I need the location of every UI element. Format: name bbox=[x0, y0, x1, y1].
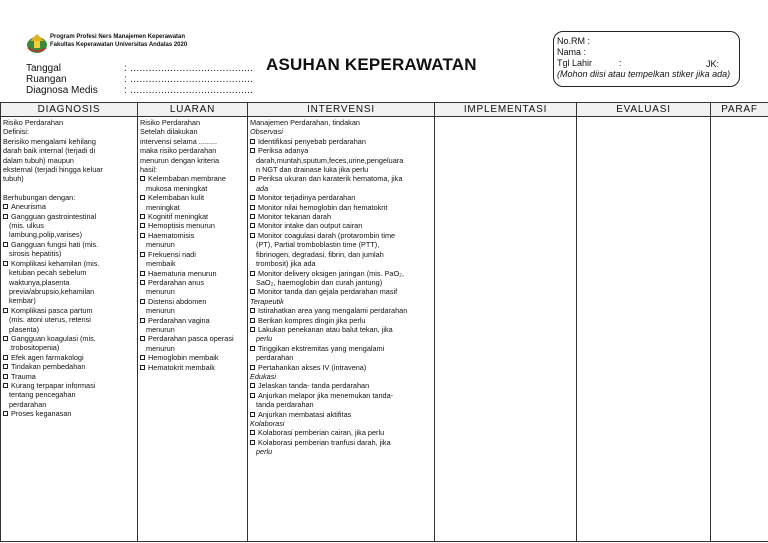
institution-line-1: Program Profesi Ners Manajemen Keperawatan bbox=[50, 34, 186, 40]
diagnosa-medis-value[interactable]: : ........................................ bbox=[124, 85, 254, 96]
checkbox-icon[interactable] bbox=[250, 148, 255, 153]
luaran-line bbox=[140, 156, 245, 165]
luaran-checklist-item[interactable] bbox=[140, 174, 245, 183]
sticker-note: (Mohon diisi atau tempelkan stiker jika ada) bbox=[557, 69, 731, 79]
diagnosis-text: Definisi: bbox=[3, 127, 29, 137]
checkbox-icon[interactable] bbox=[250, 223, 255, 228]
diagnosis-line bbox=[3, 118, 135, 127]
checkbox-icon[interactable] bbox=[140, 299, 145, 304]
intervensi-line bbox=[250, 447, 432, 456]
luaran-text: Perdarahan anus bbox=[148, 277, 204, 287]
luaran-text: menurun bbox=[146, 306, 175, 316]
checkbox-icon[interactable] bbox=[3, 355, 8, 360]
intervensi-text: trombosit) jika ada bbox=[256, 259, 316, 269]
intervensi-checklist-item[interactable] bbox=[250, 428, 432, 437]
column-header-intervensi: INTERVENSI bbox=[248, 103, 435, 117]
checkbox-icon[interactable] bbox=[250, 195, 255, 200]
diagnosis-text: sirosis hepatitis) bbox=[9, 249, 62, 259]
checkbox-icon[interactable] bbox=[140, 365, 145, 370]
luaran-text: Haematomisis bbox=[148, 230, 195, 240]
checkbox-icon[interactable] bbox=[140, 271, 145, 276]
intervensi-line bbox=[250, 353, 432, 362]
luaran-text: maka risiko perdarahan bbox=[140, 146, 217, 156]
intervensi-cell bbox=[248, 117, 435, 542]
intervensi-checklist-item[interactable] bbox=[250, 174, 432, 183]
intervensi-text: Monitor tekanan darah bbox=[258, 212, 332, 222]
luaran-checklist-item[interactable] bbox=[140, 212, 245, 221]
diagnosis-text: plasenta) bbox=[9, 324, 40, 334]
tanggal-field[interactable] bbox=[26, 64, 253, 74]
diagnosis-line bbox=[3, 325, 135, 334]
intervensi-checklist-item[interactable] bbox=[250, 212, 432, 221]
intervensi-checklist-item[interactable] bbox=[250, 287, 432, 296]
luaran-line bbox=[140, 306, 245, 315]
checkbox-icon[interactable] bbox=[3, 336, 8, 341]
intervensi-checklist-item[interactable] bbox=[250, 231, 432, 240]
checkbox-icon[interactable] bbox=[250, 365, 255, 370]
diagnosis-line bbox=[3, 315, 135, 324]
checkbox-icon[interactable] bbox=[250, 327, 255, 332]
jk-label: JK: bbox=[706, 59, 720, 69]
intervensi-text: Edukasi bbox=[250, 371, 276, 381]
diagnosis-text: perdarahan bbox=[9, 399, 47, 409]
intervensi-text: Jelaskan tanda- tanda perdarahan bbox=[258, 381, 370, 391]
intervensi-checklist-item[interactable] bbox=[250, 438, 432, 447]
diagnosis-checklist-item[interactable] bbox=[3, 362, 135, 371]
intervensi-text: n NGT dan drainase luka jika perlu bbox=[256, 165, 369, 175]
diagnosis-text: (mis. atoni uterus, retensi bbox=[9, 315, 91, 325]
diagnosis-text: tentang pencegahan bbox=[9, 390, 76, 400]
luaran-checklist-item[interactable] bbox=[140, 231, 245, 240]
page-title: ASUHAN KEPERAWATAN bbox=[266, 55, 477, 74]
diagnosis-text: previa/abrupsio,kehamilan bbox=[9, 286, 95, 296]
tanggal-label: Tanggal bbox=[26, 63, 62, 74]
intervensi-text: Identifikasi penyebab perdarahan bbox=[258, 136, 366, 146]
intervensi-text: Manajemen Perdarahan, tindakan bbox=[250, 118, 360, 127]
luaran-line bbox=[140, 118, 245, 127]
diagnosis-line bbox=[3, 287, 135, 296]
checkbox-icon[interactable] bbox=[250, 205, 255, 210]
intervensi-checklist-item[interactable] bbox=[250, 269, 432, 278]
diagnosis-text: Berhubungan dengan: bbox=[3, 192, 76, 202]
luaran-text: Hemoptisis menurun bbox=[148, 221, 215, 231]
intervensi-text: perlu bbox=[256, 334, 273, 344]
checkbox-icon[interactable] bbox=[3, 204, 8, 209]
intervensi-text: Tinggikan ekstremitas yang mengalami bbox=[258, 343, 385, 353]
diagnosis-text: dalam tubuh) maupun bbox=[3, 155, 74, 165]
diagnosis-line bbox=[3, 127, 135, 136]
intervensi-text: Monitor delivery oksigen jaringan (mis. PaO₂, bbox=[258, 268, 404, 278]
tgl-lahir-label: Tgl Lahir bbox=[557, 58, 593, 68]
luaran-text: membaik bbox=[146, 259, 176, 269]
luaran-text: menurun bbox=[146, 287, 175, 297]
luaran-line bbox=[140, 203, 245, 212]
diagnosis-text: darah baik internal (terjadi di bbox=[3, 146, 96, 156]
luaran-line bbox=[140, 127, 245, 136]
intervensi-text: Monitor terjadinya perdarahan bbox=[258, 193, 356, 203]
luaran-checklist-item[interactable] bbox=[140, 316, 245, 325]
diagnosis-text: Efek agen farmakologi bbox=[11, 352, 84, 362]
university-logo bbox=[26, 32, 48, 54]
checkbox-icon[interactable] bbox=[3, 411, 8, 416]
intervensi-text: Periksa ukuran dan karaterik hematoma, jika bbox=[258, 174, 403, 184]
column-header-luaran: LUARAN bbox=[138, 103, 248, 117]
luaran-line bbox=[140, 146, 245, 155]
intervensi-line bbox=[250, 250, 432, 259]
intervensi-checklist-item[interactable] bbox=[250, 146, 432, 155]
checkbox-icon[interactable] bbox=[250, 176, 255, 181]
checkbox-icon[interactable] bbox=[250, 393, 255, 398]
intervensi-checklist-item[interactable] bbox=[250, 221, 432, 230]
column-header-implementasi: IMPLEMENTASI bbox=[435, 103, 577, 117]
no-rm-label: No.RM : bbox=[557, 36, 591, 46]
diagnosis-checklist-item[interactable] bbox=[3, 372, 135, 381]
luaran-line bbox=[140, 240, 245, 249]
intervensi-checklist-item[interactable] bbox=[250, 203, 432, 212]
diagnosis-text: Gangguan fungsi hati (mis. bbox=[11, 239, 99, 249]
checkbox-icon[interactable] bbox=[3, 364, 8, 369]
intervensi-text: Istirahatkan area yang mengalami perdarahan bbox=[258, 306, 408, 316]
diagnosis-text: waktunya,plasenta bbox=[9, 277, 70, 287]
checkbox-icon[interactable] bbox=[250, 346, 255, 351]
diagnosis-line bbox=[3, 156, 135, 165]
intervensi-text: Pertahankan akses IV (intravena) bbox=[258, 362, 367, 372]
diagnosis-text: Trauma bbox=[11, 371, 36, 381]
checkbox-icon[interactable] bbox=[3, 214, 8, 219]
ruangan-field[interactable] bbox=[26, 75, 253, 85]
intervensi-text: perlu bbox=[256, 447, 273, 457]
intervensi-checklist-item[interactable] bbox=[250, 325, 432, 334]
luaran-text: meningkat bbox=[146, 202, 180, 212]
checkbox-icon[interactable] bbox=[140, 176, 145, 181]
evaluasi-cell[interactable] bbox=[577, 117, 711, 542]
diagnosis-text: Tindakan pembedahan bbox=[11, 362, 86, 372]
luaran-line bbox=[140, 259, 245, 268]
diagnosis-cell bbox=[1, 117, 138, 542]
patient-info-box[interactable] bbox=[553, 31, 740, 87]
diagnosis-text: Risiko Perdarahan bbox=[3, 118, 64, 127]
ruangan-label: Ruangan bbox=[26, 74, 67, 85]
diagnosis-text: Berisiko mengalami kehilang bbox=[3, 136, 96, 146]
luaran-text: menurun dengan kriteria bbox=[140, 155, 220, 165]
checkbox-icon[interactable] bbox=[250, 214, 255, 219]
intervensi-checklist-item[interactable] bbox=[250, 381, 432, 390]
luaran-text: Setelah dilakukan bbox=[140, 127, 198, 137]
intervensi-text: Kolaborasi pemberian tranfusi darah, jika bbox=[258, 437, 391, 447]
luaran-checklist-item[interactable] bbox=[140, 221, 245, 230]
diagnosis-line bbox=[3, 343, 135, 352]
luaran-text: Distensi abdomen bbox=[148, 296, 207, 306]
table-header-row bbox=[1, 103, 768, 117]
checkbox-icon[interactable] bbox=[250, 271, 255, 276]
tgl-lahir-colon: : bbox=[619, 58, 622, 68]
intervensi-checklist-item[interactable] bbox=[250, 316, 432, 325]
column-header-diagnosis: DIAGNOSIS bbox=[1, 103, 138, 117]
intervensi-line bbox=[250, 184, 432, 193]
care-plan-table bbox=[0, 102, 768, 542]
luaran-line bbox=[140, 184, 245, 193]
intervensi-line bbox=[250, 400, 432, 409]
diagnosis-line bbox=[3, 146, 135, 155]
checkbox-icon[interactable] bbox=[3, 374, 8, 379]
intervensi-text: Anjurkan melapor jika menemukan tanda- bbox=[258, 390, 394, 400]
intervensi-text: perdarahan bbox=[256, 353, 294, 363]
luaran-text: Hemoglobin membaik bbox=[148, 353, 219, 363]
luaran-text: hasil: bbox=[140, 165, 158, 175]
diagnosis-checklist-item[interactable] bbox=[3, 381, 135, 390]
implementasi-cell[interactable] bbox=[435, 117, 577, 542]
diagnosis-line bbox=[3, 165, 135, 174]
intervensi-text: darah,muntah,sputum,feces,urine,pengeluara bbox=[256, 155, 404, 165]
checkbox-icon[interactable] bbox=[140, 318, 145, 323]
diagnosis-line bbox=[3, 390, 135, 399]
luaran-line bbox=[140, 325, 245, 334]
luaran-text: Perdarahan pasca operasi bbox=[148, 334, 234, 344]
diagnosis-text: .trobositopenia) bbox=[9, 343, 60, 353]
intervensi-text: Kolaborasi pemberian cairan, jika perlu bbox=[258, 428, 385, 438]
luaran-text: Haematuria menurun bbox=[148, 268, 217, 278]
luaran-checklist-item[interactable] bbox=[140, 278, 245, 287]
luaran-checklist-item[interactable] bbox=[140, 334, 245, 343]
institution-line-2: Fakultas Keperawatan Universitas Andalas 2020 bbox=[50, 42, 188, 48]
intervensi-line bbox=[250, 118, 432, 127]
intervensi-checklist-item[interactable] bbox=[250, 344, 432, 353]
checkbox-icon[interactable] bbox=[140, 252, 145, 257]
diagnosis-line bbox=[3, 174, 135, 183]
luaran-text: Kognitif meningkat bbox=[148, 212, 209, 222]
diagnosis-checklist-item[interactable] bbox=[3, 306, 135, 315]
diagnosis-text: ketuban pecah sebelum bbox=[9, 268, 87, 278]
diagnosis-line bbox=[3, 268, 135, 277]
luaran-text: Kelembaban membrane bbox=[148, 174, 226, 184]
intervensi-line bbox=[250, 334, 432, 343]
intervensi-line bbox=[250, 419, 432, 428]
intervensi-text: Monitor nilai hemoglobin dan hematokrit bbox=[258, 202, 388, 212]
checkbox-icon[interactable] bbox=[250, 289, 255, 294]
diagnosis-line bbox=[3, 193, 135, 202]
intervensi-text: Monitor intake dan output cairan bbox=[258, 221, 363, 231]
checkbox-icon[interactable] bbox=[250, 383, 255, 388]
checkbox-icon[interactable] bbox=[140, 223, 145, 228]
luaran-text: Perdarahan vagina bbox=[148, 315, 210, 325]
checkbox-icon[interactable] bbox=[250, 233, 255, 238]
table-row bbox=[1, 117, 768, 542]
checkbox-icon[interactable] bbox=[140, 280, 145, 285]
diagnosis-text: Aneurisma bbox=[11, 202, 46, 212]
luaran-text: Kelembaban kulit bbox=[148, 193, 204, 203]
luaran-checklist-item[interactable] bbox=[140, 269, 245, 278]
intervensi-line bbox=[250, 297, 432, 306]
diagnosis-checklist-item[interactable] bbox=[3, 202, 135, 211]
intervensi-text: Lakukan penekanan atau balut tekan, jika bbox=[258, 324, 393, 334]
luaran-text: menurun bbox=[146, 324, 175, 334]
diagnosis-checklist-item[interactable] bbox=[3, 334, 135, 343]
luaran-checklist-item[interactable] bbox=[140, 297, 245, 306]
institution-name bbox=[50, 33, 187, 49]
intervensi-line bbox=[250, 156, 432, 165]
luaran-line bbox=[140, 165, 245, 174]
checkbox-icon[interactable] bbox=[3, 383, 8, 388]
diagnosis-checklist-item[interactable] bbox=[3, 240, 135, 249]
luaran-line bbox=[140, 287, 245, 296]
diagnosis-text: Gangguan gastrointestinal bbox=[11, 211, 97, 221]
diagnosis-line bbox=[3, 400, 135, 409]
ruangan-value[interactable]: : ........................................ bbox=[124, 74, 254, 85]
luaran-line bbox=[140, 344, 245, 353]
diagnosis-line bbox=[3, 221, 135, 230]
luaran-checklist-item[interactable] bbox=[140, 193, 245, 202]
checkbox-icon[interactable] bbox=[250, 139, 255, 144]
diagnosis-line bbox=[3, 249, 135, 258]
diagnosis-text: Kurang terpapar informasi bbox=[11, 380, 96, 390]
luaran-text: intervensi selama ......... bbox=[140, 136, 218, 146]
checkbox-icon[interactable] bbox=[3, 242, 8, 247]
intervensi-text: Observasi bbox=[250, 127, 283, 137]
column-header-paraf: PARAF bbox=[711, 103, 768, 117]
luaran-text: mukosa meningkat bbox=[146, 183, 208, 193]
diagnosis-text: Komplikasi pasca partum bbox=[11, 305, 93, 315]
checkbox-icon[interactable] bbox=[140, 355, 145, 360]
checkbox-icon[interactable] bbox=[250, 430, 255, 435]
column-header-evaluasi: EVALUASI bbox=[577, 103, 711, 117]
luaran-text: menurun bbox=[146, 343, 175, 353]
diagnosis-text: eksternal (terjadi hingga keluar bbox=[3, 165, 103, 175]
checkbox-icon[interactable] bbox=[140, 336, 145, 341]
intervensi-text: fibrinogen, degradasi, fibrin, dan jumlah bbox=[256, 249, 384, 259]
intervensi-line bbox=[250, 372, 432, 381]
diagnosis-checklist-item[interactable] bbox=[3, 409, 135, 418]
intervensi-text: ada bbox=[256, 183, 269, 193]
intervensi-line bbox=[250, 165, 432, 174]
intervensi-checklist-item[interactable] bbox=[250, 193, 432, 202]
diagnosis-line bbox=[3, 137, 135, 146]
intervensi-text: Anjurkan membatasi aktifitas bbox=[258, 409, 352, 419]
diagnosis-text: Proses keganasan bbox=[11, 409, 72, 419]
diagnosis-line bbox=[3, 278, 135, 287]
intervensi-line bbox=[250, 278, 432, 287]
checkbox-icon[interactable] bbox=[3, 261, 8, 266]
diagnosis-checklist-item[interactable] bbox=[3, 353, 135, 362]
intervensi-checklist-item[interactable] bbox=[250, 306, 432, 315]
diagnosis-text: kembar) bbox=[9, 296, 36, 306]
checkbox-icon[interactable] bbox=[250, 308, 255, 313]
checkbox-icon[interactable] bbox=[140, 233, 145, 238]
paraf-cell[interactable] bbox=[711, 117, 768, 542]
luaran-checklist-item[interactable] bbox=[140, 353, 245, 362]
intervensi-text: tanda perdarahan bbox=[256, 400, 314, 410]
luaran-checklist-item[interactable] bbox=[140, 250, 245, 259]
intervensi-text: Monitor coagulasi darah (protarombin time bbox=[258, 230, 396, 240]
diagnosa-medis-field[interactable] bbox=[26, 86, 253, 96]
luaran-checklist-item[interactable] bbox=[140, 363, 245, 372]
intervensi-text: Monitor tanda dan gejala perdarahan masif bbox=[258, 287, 398, 297]
diagnosis-checklist-item[interactable] bbox=[3, 212, 135, 221]
luaran-text: Hematokrit membaik bbox=[148, 362, 215, 372]
intervensi-text: Terapeutik bbox=[250, 296, 284, 306]
intervensi-checklist-item[interactable] bbox=[250, 363, 432, 372]
diagnosis-line bbox=[3, 296, 135, 305]
intervensi-text: Berikan kompres dingin jika perlu bbox=[258, 315, 366, 325]
intervensi-checklist-item[interactable] bbox=[250, 137, 432, 146]
checkbox-icon[interactable] bbox=[250, 318, 255, 323]
intervensi-line bbox=[250, 127, 432, 136]
diagnosis-text: Komplikasi kehamilan (mis. bbox=[11, 258, 100, 268]
diagnosis-checklist-item[interactable] bbox=[3, 259, 135, 268]
nama-label: Nama : bbox=[557, 47, 587, 57]
diagnosa-medis-label: Diagnosa Medis bbox=[26, 85, 98, 96]
intervensi-text: SaO₂, haemoglobin dan curah jantung) bbox=[256, 277, 383, 287]
luaran-text: Frekuensi nadi bbox=[148, 249, 196, 259]
tanggal-value[interactable]: : ........................................ bbox=[124, 63, 254, 74]
diagnosis-text: tubuh) bbox=[3, 174, 24, 184]
intervensi-text: Kolaborasi bbox=[250, 419, 285, 428]
spacer bbox=[3, 184, 135, 193]
intervensi-line bbox=[250, 240, 432, 249]
diagnosis-text: (mis. ulkus bbox=[9, 221, 44, 231]
checkbox-icon[interactable] bbox=[140, 195, 145, 200]
intervensi-text: (PT), Partial tromboblastin time (PTT), bbox=[256, 240, 380, 250]
diagnosis-text: lambung,polip,varises) bbox=[9, 230, 83, 240]
checkbox-icon[interactable] bbox=[250, 412, 255, 417]
intervensi-text: Periksa adanya bbox=[258, 146, 309, 156]
intervensi-checklist-item[interactable] bbox=[250, 391, 432, 400]
luaran-text: Risiko Perdarahan bbox=[140, 118, 201, 127]
intervensi-checklist-item[interactable] bbox=[250, 410, 432, 419]
checkbox-icon[interactable] bbox=[140, 214, 145, 219]
diagnosis-line bbox=[3, 230, 135, 239]
diagnosis-text: Gangguan koagulasi (mis. bbox=[11, 333, 96, 343]
intervensi-line bbox=[250, 259, 432, 268]
luaran-text: menurun bbox=[146, 240, 175, 250]
checkbox-icon[interactable] bbox=[250, 440, 255, 445]
luaran-line bbox=[140, 137, 245, 146]
checkbox-icon[interactable] bbox=[3, 308, 8, 313]
luaran-cell bbox=[138, 117, 248, 542]
